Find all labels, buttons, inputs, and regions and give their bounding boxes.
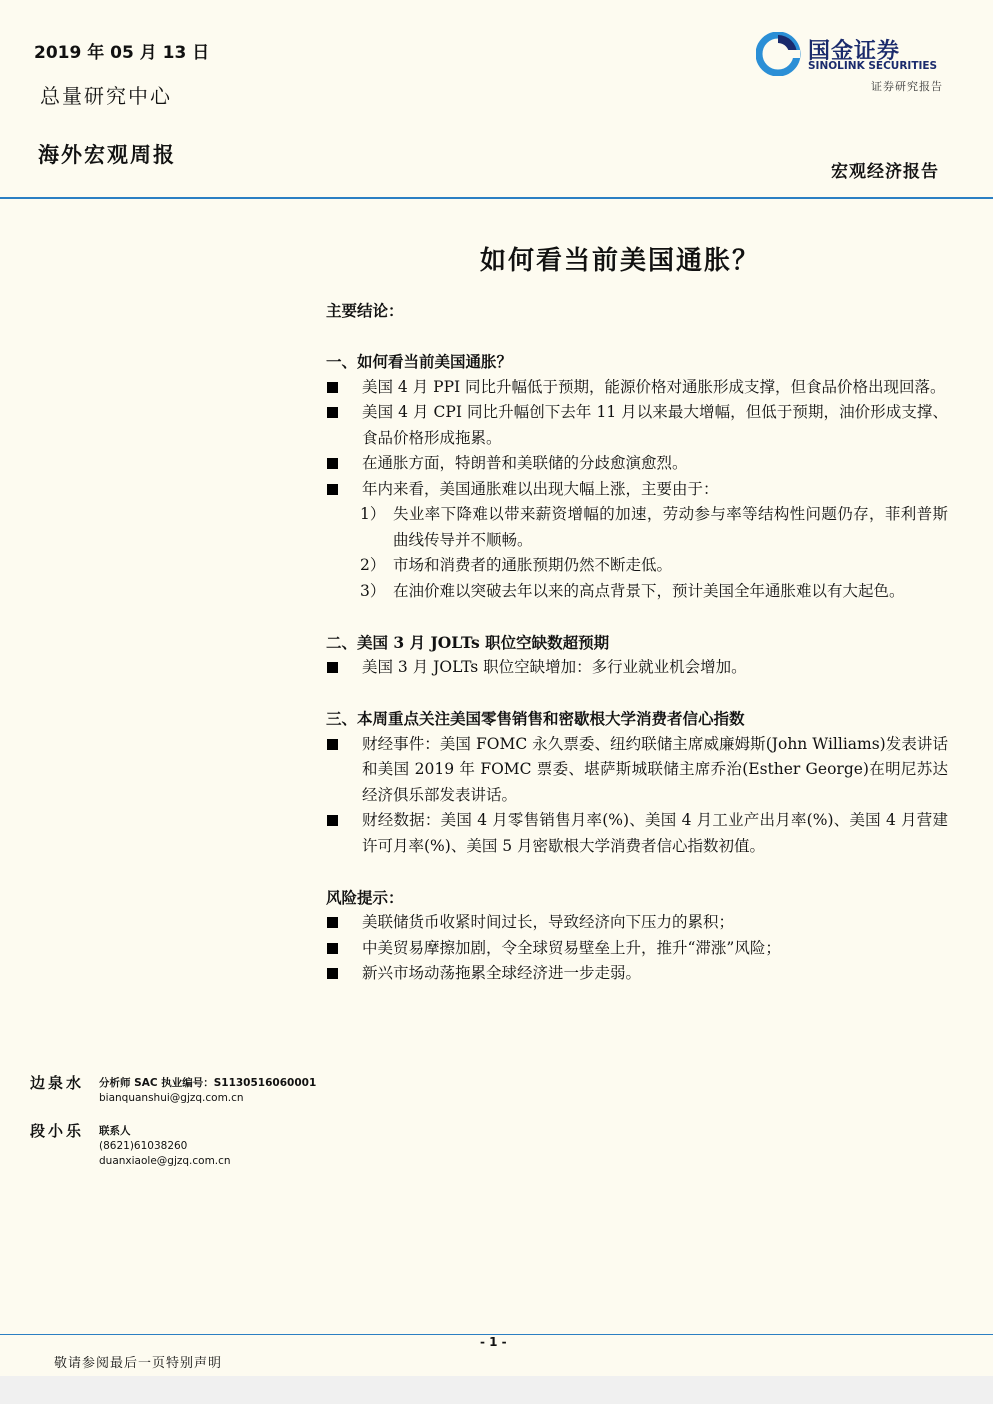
author-email[interactable]: bianquanshui@gjzq.com.cn — [99, 1092, 244, 1104]
author-name: 段小乐 — [30, 1122, 85, 1140]
risk-item: 新兴市场动荡拖累全球经济进一步走弱。 — [326, 961, 948, 987]
section-heading: 二、美国 3 月 JOLTs 职位空缺数超预期 — [326, 632, 610, 652]
risk-heading: 风险提示： — [326, 887, 404, 907]
risk-item: 中美贸易摩擦加剧，令全球贸易壁垒上升，推升“滞涨”风险； — [326, 936, 948, 962]
bullet-item: 美国 3 月 JOLTs 职位空缺增加：多行业就业机会增加。 — [326, 655, 948, 681]
section-heading: 三、本周重点关注美国零售销售和密歇根大学消费者信心指数 — [326, 709, 745, 728]
item-number: 2） — [360, 556, 386, 574]
author-info — [99, 1076, 316, 1106]
logo-mark-icon — [756, 32, 802, 76]
company-logo — [756, 32, 944, 76]
main-conclusion-label: 主要结论： — [326, 301, 404, 320]
logo-subtitle: 证券研究报告 — [871, 80, 943, 93]
numbered-item — [326, 579, 948, 605]
research-center: 总量研究中心 — [40, 84, 172, 108]
numbered-item — [326, 553, 948, 579]
logo-chinese-name: 国金证券 — [808, 39, 901, 64]
author-name: 边泉水 — [30, 1074, 85, 1092]
section-heading: 一、如何看当前美国通胀？ — [326, 352, 513, 371]
report-date: 2019 年 05 月 13 日 — [34, 43, 210, 63]
report-name: 海外宏观周报 — [38, 142, 176, 167]
viewer-bottom-band — [0, 1376, 993, 1404]
logo-english-name: SINOLINK SECURITIES — [808, 60, 938, 72]
page-number: - 1 - — [480, 1335, 507, 1349]
item-number: 3） — [360, 581, 386, 600]
author-credential: 分析师 SAC 执业编号：S1130516060001 — [99, 1077, 317, 1089]
bullet-item: 美国 4 月 CPI 同比升幅创下去年 11 月以来最大增幅，但低于预期，油价形成支撑、食品价格形成拖累。 — [326, 400, 948, 451]
risk-item: 美联储货币收紧时间过长，导致经济向下压力的累积； — [326, 910, 948, 936]
document-title: 如何看当前美国通胀？ — [480, 246, 761, 276]
bullet-item: 年内来看，美国通胀难以出现大幅上涨，主要由于： — [326, 477, 948, 503]
bullet-item: 在通胀方面，特朗普和美联储的分歧愈演愈烈。 — [326, 451, 948, 477]
numbered-item — [326, 502, 948, 553]
bullet-item: 财经事件：美国 FOMC 永久票委、纽约联储主席威廉姆斯(John Williams)发表讲话和美国 2019 年 FOMC 票委、堪萨斯城联储主席乔治(Esther George)在明尼苏达经济俱乐部发表讲话。 — [326, 732, 948, 809]
item-number: 1） — [360, 505, 386, 523]
bullet-item: 美国 4 月 PPI 同比升幅低于预期，能源价格对通胀形成支撑，但食品价格出现回落。 — [326, 375, 948, 401]
bullet-item: 财经数据：美国 4 月零售销售月率(%)、美国 4 月工业产出月率(%)、美国 4 月营建许可月率(%)、美国 5 月密歇根大学消费者信心指数初值。 — [326, 808, 948, 859]
author-info — [99, 1124, 231, 1169]
author-role: 联系人 — [99, 1125, 131, 1137]
report-type: 宏观经济报告 — [831, 162, 939, 182]
author-phone: (8621)61038260 — [99, 1140, 188, 1152]
item-text: 在油价难以突破去年以来的高点背景下，预计美国全年通胀难以有大起色。 — [393, 581, 905, 600]
main-content — [326, 298, 948, 987]
item-text: 失业率下降难以带来薪资增幅的加速，劳动参与率等结构性问题仍存，菲利普斯曲线传导并不顺畅。 — [393, 505, 948, 549]
header-rule — [0, 197, 993, 199]
item-text: 市场和消费者的通胀预期仍然不断走低。 — [393, 556, 673, 574]
disclaimer-note: 敬请参阅最后一页特别声明 — [54, 1356, 223, 1371]
author-email[interactable]: duanxiaole@gjzq.com.cn — [99, 1155, 231, 1167]
